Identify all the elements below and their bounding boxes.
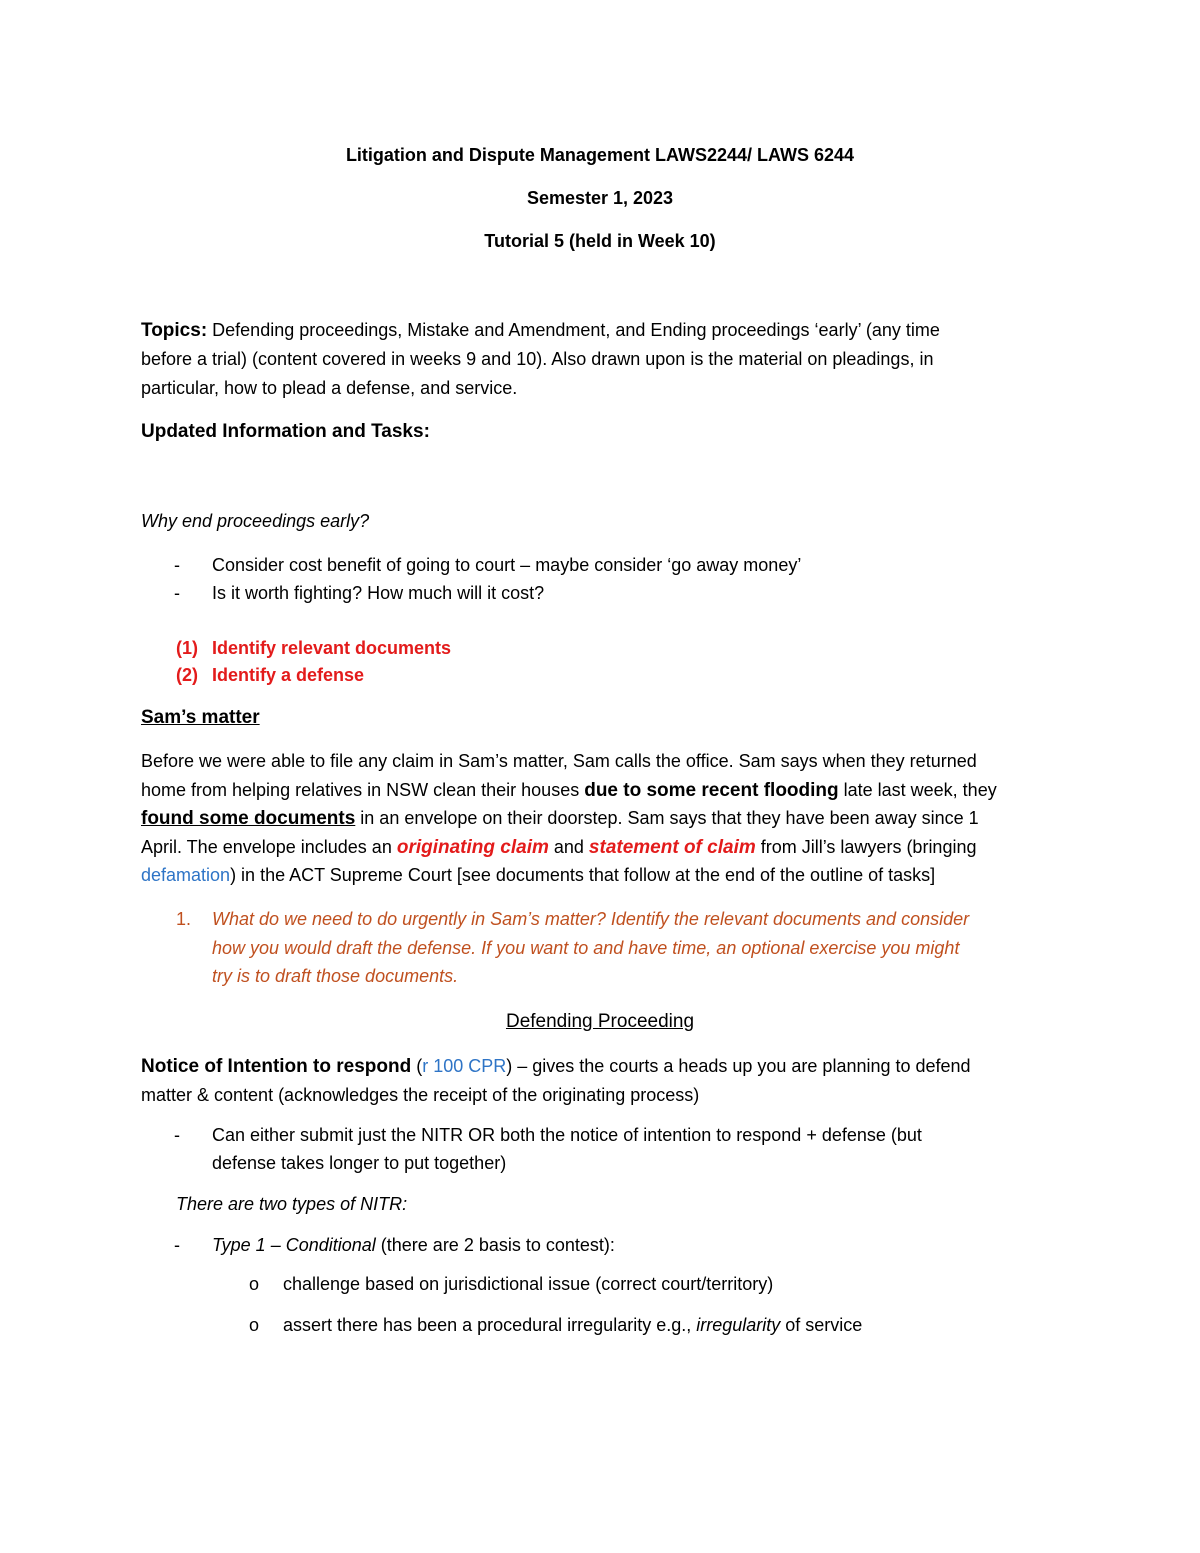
why-end-bullet-2: Is it worth fighting? How much will it cost? bbox=[212, 583, 545, 603]
sams-para-line-2 bbox=[141, 780, 997, 802]
sams-para-text: late last week, they bbox=[838, 780, 997, 800]
tutorial-line: Tutorial 5 (held in Week 10) bbox=[484, 231, 716, 251]
updated-info-heading: Updated Information and Tasks: bbox=[141, 421, 430, 442]
sams-para-text: ) in the ACT Supreme Court [see documents that follow at the end of the outline of tasks] bbox=[230, 865, 936, 885]
nitr-line-2: matter & content (acknowledges the receipt of the originating process) bbox=[141, 1085, 700, 1105]
type-1-label: Type 1 – Conditional bbox=[212, 1235, 376, 1255]
nitr-label: Notice of Intention to respond bbox=[141, 1056, 412, 1077]
sams-para-text: and bbox=[548, 837, 589, 857]
task-1-line-1: What do we need to do urgently in Sam’s matter? Identify the relevant documents and consider bbox=[212, 909, 970, 929]
sams-para-text: home from helping relatives in NSW clean their houses bbox=[141, 780, 585, 800]
nitr-bullet-line-1: Can either submit just the NITR OR both the notice of intention to respond + defense (but bbox=[212, 1125, 922, 1145]
task-1-line-2: how you would draft the defense. If you want to and have time, an optional exercise you might bbox=[212, 938, 960, 958]
sams-para-text: in an envelope on their doorstep. Sam says that they have been away since 1 bbox=[355, 808, 979, 828]
emphasis-flooding: due to some recent flooding bbox=[584, 780, 839, 801]
sub-2-text: of service bbox=[780, 1315, 863, 1335]
nitr-types-intro: There are two types of NITR: bbox=[176, 1194, 408, 1214]
sams-matter-heading: Sam’s matter bbox=[141, 707, 260, 728]
bullet-marker: - bbox=[174, 583, 180, 603]
emphasis-originating-claim: originating claim bbox=[396, 837, 549, 858]
numbered-item-2-text: Identify a defense bbox=[212, 665, 365, 685]
topics-label: Topics: bbox=[141, 320, 208, 341]
bullet-marker: - bbox=[174, 1235, 180, 1255]
topics-line-1 bbox=[141, 320, 940, 342]
why-end-bullet-1: Consider cost benefit of going to court – maybe consider ‘go away money’ bbox=[212, 555, 802, 575]
why-end-question: Why end proceedings early? bbox=[141, 511, 370, 531]
nitr-line-1 bbox=[141, 1056, 971, 1078]
nitr-text: ( bbox=[411, 1056, 423, 1076]
bullet-marker: - bbox=[174, 1125, 180, 1145]
nitr-rule-reference: r 100 CPR bbox=[422, 1056, 507, 1076]
numbered-item-2-number: (2) bbox=[176, 665, 198, 685]
numbered-item-1-number: (1) bbox=[176, 638, 198, 658]
emphasis-defamation: defamation bbox=[141, 865, 231, 885]
sams-para-line-1: Before we were able to file any claim in Sam’s matter, Sam calls the office. Sam says when they returned bbox=[141, 751, 977, 771]
task-1-number: 1. bbox=[176, 909, 192, 929]
sams-para-text: from Jill’s lawyers (bringing bbox=[755, 837, 977, 857]
topics-text-1: Defending proceedings, Mistake and Amendment, and Ending proceedings ‘early’ (any time bbox=[207, 320, 940, 340]
sams-para-text: April. The envelope includes an bbox=[141, 837, 397, 857]
sub-2-text: assert there has been a procedural irregularity e.g., bbox=[283, 1315, 697, 1335]
sams-para-line-4 bbox=[141, 837, 976, 859]
topics-line-2: before a trial) (content covered in weeks 9 and 10). Also drawn upon is the material on pleadings, in bbox=[141, 349, 934, 369]
bullet-marker: - bbox=[174, 555, 180, 575]
emphasis-irregularity: irregularity bbox=[696, 1315, 781, 1335]
document-title: Litigation and Dispute Management LAWS2244/ LAWS 6244 bbox=[345, 145, 855, 165]
nitr-text: ) – gives the courts a heads up you are planning to defend bbox=[506, 1056, 971, 1076]
defending-proceeding-heading: Defending Proceeding bbox=[505, 1011, 695, 1032]
task-1-line-3: try is to draft those documents. bbox=[212, 966, 459, 986]
type-1-sub-2 bbox=[283, 1315, 862, 1336]
type-1-line bbox=[212, 1235, 615, 1256]
sams-para-line-5 bbox=[141, 865, 935, 886]
emphasis-found-documents: found some documents bbox=[141, 808, 356, 829]
semester-line: Semester 1, 2023 bbox=[526, 188, 674, 208]
type-1-text: (there are 2 basis to contest): bbox=[375, 1235, 615, 1255]
type-1-sub-1: challenge based on jurisdictional issue (correct court/territory) bbox=[283, 1274, 774, 1294]
sams-para-line-3 bbox=[141, 808, 979, 830]
topics-line-3: particular, how to plead a defense, and service. bbox=[141, 378, 518, 398]
numbered-item-1-text: Identify relevant documents bbox=[212, 638, 452, 658]
sub-bullet-marker: o bbox=[249, 1274, 260, 1294]
sub-bullet-marker: o bbox=[249, 1315, 260, 1335]
emphasis-statement-of-claim: statement of claim bbox=[588, 837, 756, 858]
nitr-bullet-line-2: defense takes longer to put together) bbox=[212, 1153, 507, 1173]
